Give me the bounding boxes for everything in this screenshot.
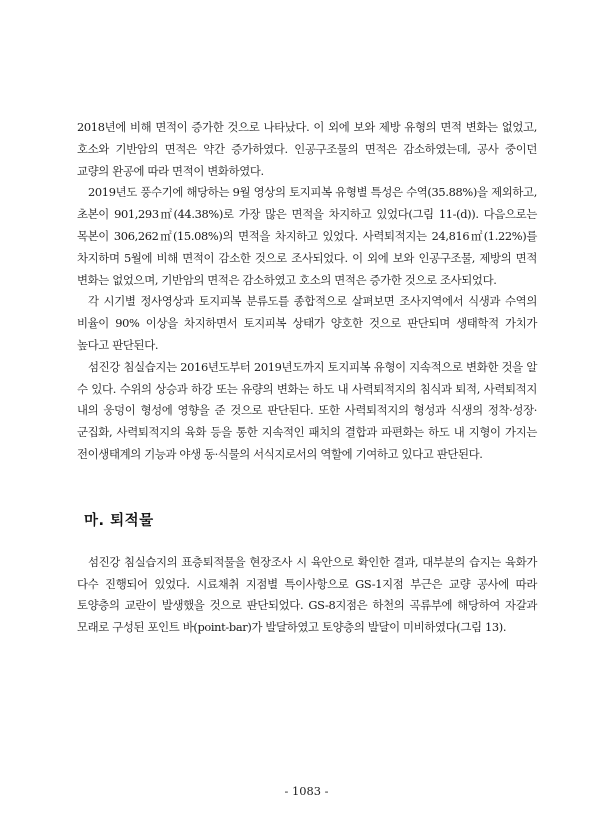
page-number: - 1083 - — [284, 784, 329, 798]
paragraph-sediment-findings: 섬진강 침실습지의 표층퇴적물을 현장조사 시 육안으로 확인한 결과, 대부분의 습지는 육화가 다수 진행되어 있었다. 시료채취 지점별 특이사항으로 GS-1지점 부근은 교량 공사에 따라 토양층의 교란이 발생했을 것으로 판단되었다. GS-8지점은 하천의 곡류부에 해당하여 자갈과 모래로 구성된 포인트 바(point-bar)가 발달하였고 토양층의 발달이 미비하였다(그림 13). — [77, 554, 537, 635]
section-title-sediment: 마. 퇴적물 — [84, 512, 154, 529]
paragraph-land-cover-summary: 각 시기별 정사영상과 토지피복 분류도를 종합적으로 살펴보면 조사지역에서 식생과 수역의 비율이 90% 이상을 차지하면서 토지피복 상태가 양호한 것으로 판단되며 생태학적 가치가 높다고 판단된다. — [77, 294, 537, 352]
paragraph-land-cover-trend: 섬진강 침실습지는 2016년도부터 2019년도까지 토지피복 유형이 지속적으로 변화한 것을 알 수 있다. 수위의 상승과 하강 또는 유량의 변화는 하도 내 사력퇴적지의 침식과 퇴적, 사력퇴적지 내의 웅덩이 형성에 영향을 준 것으로 판단된다. 또한 사력퇴적지의 형성과 식생의 정착·성장·군집화, 사력퇴적지의 육화 등을 통한 지속적인 패치의 결합과 파편화는 하도 내 지형이 가지는 전이생태계의 기능과 야생 동·식물의 서식지로서의 역할에 기여하고 있다고 판단된다. — [77, 359, 537, 461]
document-body — [77, 117, 537, 639]
paragraph-land-cover-2019-sept: 2019년도 풍수기에 해당하는 9월 영상의 토지피복 유형별 특성은 수역(35.88%)을 제외하고, 초본이 901,293㎡(44.38%)로 가장 많은 면적을 차지하고 있었다(그림 11-(d)). 다음으로는 목본이 306,262㎡(15.08%)의 면적을 차지하고 있었다. 사력퇴적지는 24,816㎡(1.22%)를 차지하며 5월에 비해 면적이 감소한 것으로 조사되었다. 이 외에 보와 인공구조물, 제방의 면적 변화는 없었으며, 기반암의 면적은 감소하였고 호소의 면적은 증가한 것으로 조사되었다. — [77, 185, 537, 287]
paragraph-land-cover-2018-change: 2018년에 비해 면적이 증가한 것으로 나타났다. 이 외에 보와 제방 유형의 면적 변화는 없었고, 호소와 기반암의 면적은 약간 증가하였다. 인공구조물의 면적은 감소하였는데, 공사 중이던 교량의 완공에 따라 면적이 변화하였다. — [77, 120, 537, 178]
